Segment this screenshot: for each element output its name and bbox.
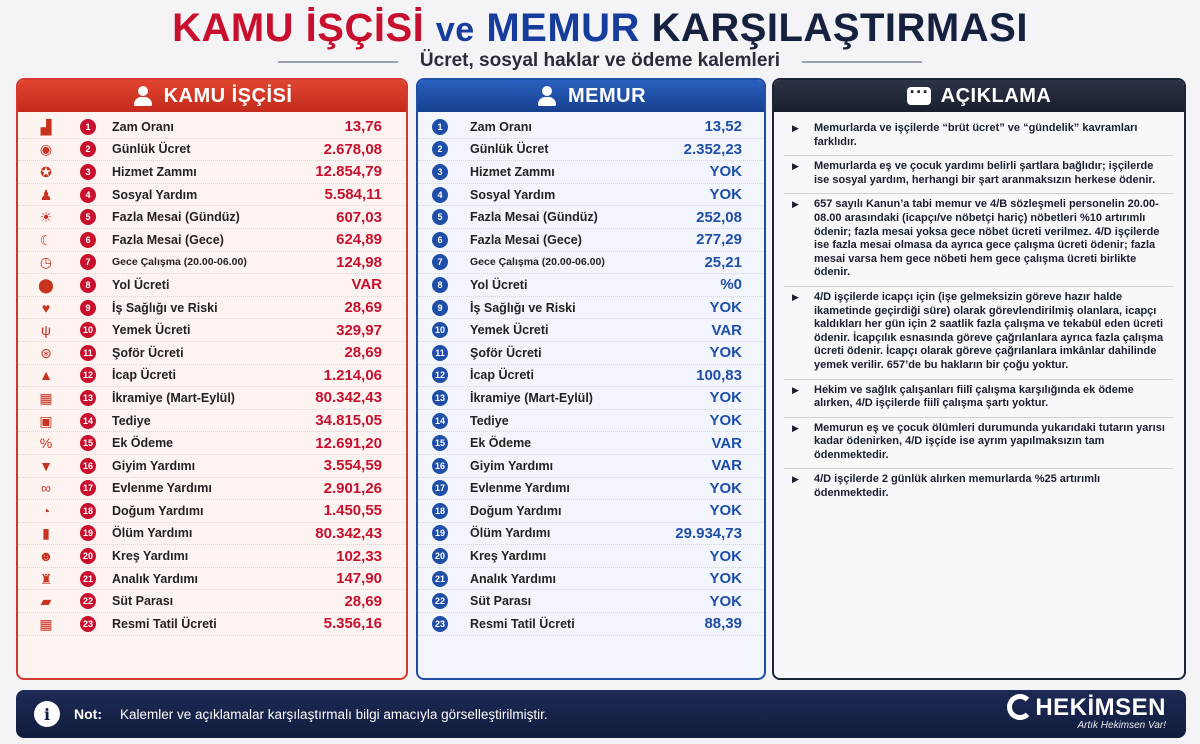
row-label: İcap Ücreti	[112, 368, 176, 383]
table-row	[418, 500, 764, 523]
bottle-icon: ▰	[40, 593, 52, 610]
table-row	[18, 252, 406, 275]
row-value: 3.554,59	[323, 457, 382, 475]
row-value: YOK	[709, 592, 742, 610]
table-row	[18, 342, 406, 365]
table-row	[18, 387, 406, 410]
table-row	[18, 116, 406, 139]
row-number: 2	[432, 141, 448, 157]
row-value: YOK	[709, 299, 742, 317]
row-number: 18	[80, 503, 96, 519]
row-value: 277,29	[696, 231, 742, 249]
aciklama-item: ▶ Memurun eş ve çocuk ölümleri durumunda yukarıdaki tutarın yarısı kadar ödenirken, 4/D işçide ise ayrım yapılmaksızın tam ödenmektedir.	[784, 418, 1174, 470]
subtitle-wrap	[0, 50, 1200, 72]
row-label: Yol Ücreti	[470, 277, 528, 292]
row-number: 23	[432, 616, 448, 632]
row-value: YOK	[709, 547, 742, 565]
row-label: Fazla Mesai (Gündüz)	[470, 210, 598, 225]
row-value: YOK	[709, 344, 742, 362]
table-row	[18, 500, 406, 523]
table-row	[18, 229, 406, 252]
row-value: 34.815,05	[315, 412, 382, 430]
moon-icon: ☾	[39, 231, 53, 248]
row-value: YOK	[709, 502, 742, 520]
row-value: YOK	[709, 412, 742, 430]
row-number: 12	[432, 367, 448, 383]
row-value: 13,52	[704, 118, 742, 136]
title-memur: MEMUR	[486, 6, 640, 50]
row-label: Fazla Mesai (Gece)	[112, 232, 224, 247]
table-row	[18, 590, 406, 613]
badge-icon: ✪	[40, 163, 52, 180]
title-karsilastirma: KARŞILAŞTIRMASI	[651, 6, 1028, 50]
row-number: 5	[432, 209, 448, 225]
row-value: 5.356,16	[323, 615, 382, 633]
row-value: YOK	[709, 389, 742, 407]
row-value: 329,97	[336, 321, 382, 339]
row-label: Analık Yardımı	[112, 571, 198, 586]
row-number: 2	[80, 141, 96, 157]
table-row	[18, 523, 406, 546]
row-value: YOK	[709, 570, 742, 588]
row-label: Evlenme Yardımı	[112, 481, 212, 496]
row-value: 88,39	[704, 615, 742, 633]
row-number: 10	[432, 322, 448, 338]
note-text: Kalemler ve açıklamalar karşılaştırmalı bilgi amacıyla görselleştirilmiştir.	[120, 706, 548, 722]
table-row	[418, 297, 764, 320]
row-label: Yemek Ücreti	[470, 323, 549, 338]
row-number: 14	[80, 413, 96, 429]
row-label: İcap Ücreti	[470, 368, 534, 383]
memur-header	[418, 80, 764, 112]
table-row	[418, 252, 764, 275]
row-label: İş Sağlığı ve Riski	[470, 300, 576, 315]
table-row	[418, 478, 764, 501]
row-number: 22	[80, 593, 96, 609]
family-icon: ♟	[39, 186, 53, 203]
table-row	[18, 432, 406, 455]
sun-icon: ☀	[39, 209, 53, 226]
row-label: Hizmet Zammı	[470, 164, 555, 179]
table-row	[418, 613, 764, 636]
table-row	[18, 184, 406, 207]
row-number: 3	[80, 164, 96, 180]
cutlery-icon: ψ	[41, 322, 51, 339]
row-number: 19	[432, 525, 448, 541]
aciklama-item: ▶ Hekim ve sağlık çalışanları fiilî çalışma karşılığında ek ödeme alırken, 4/D işçilerde fiilî çalışma şartı yoktur.	[784, 380, 1174, 418]
shirt-icon: ▼	[39, 457, 53, 474]
row-label: Ek Ödeme	[470, 436, 532, 451]
memur-header-label: MEMUR	[567, 84, 647, 107]
steering-icon: ⊛	[40, 344, 52, 361]
table-row	[418, 229, 764, 252]
row-label: Süt Parası	[470, 594, 532, 609]
row-value: 607,03	[336, 208, 382, 226]
table-row	[18, 319, 406, 342]
row-value: 13,76	[344, 118, 382, 136]
row-value: 80.342,43	[315, 524, 382, 542]
table-row	[418, 590, 764, 613]
row-number: 20	[432, 548, 448, 564]
person-icon	[132, 85, 154, 107]
row-value: 5.584,11	[324, 186, 382, 204]
child-icon: ☻	[38, 548, 54, 565]
row-value: 2.678,08	[323, 140, 382, 158]
row-label: Doğum Yardımı	[112, 503, 204, 518]
table-row	[418, 365, 764, 388]
row-number: 11	[80, 345, 96, 361]
clock-icon: ◷	[39, 254, 53, 271]
table-row	[418, 139, 764, 162]
row-number: 21	[80, 571, 96, 587]
row-value: VAR	[351, 276, 382, 294]
aciklama-header-label: AÇIKLAMA	[940, 84, 1052, 107]
row-number: 11	[432, 345, 448, 361]
aciklama-panel	[772, 78, 1186, 680]
brand-tagline: Artık Hekimsen Var!	[1077, 720, 1166, 731]
table-row	[418, 161, 764, 184]
row-number: 1	[432, 119, 448, 135]
info-icon: i	[34, 701, 60, 727]
aciklama-item: ▶ Memurlarda eş ve çocuk yardımı belirli şartlara bağlıdır; işçilerde ise sosyal yardım, herhangi bir şart aranmaksızın herkese ödenir.	[784, 156, 1174, 194]
row-number: 1	[80, 119, 96, 135]
table-row	[18, 365, 406, 388]
title-kamu: KAMU İŞÇİSİ	[172, 6, 425, 50]
bell-icon: ▲	[39, 367, 53, 384]
row-value: 25,21	[704, 253, 742, 271]
row-number: 17	[80, 480, 96, 496]
table-row	[418, 342, 764, 365]
row-value: 12.691,20	[315, 434, 382, 452]
row-value: %0	[720, 276, 742, 294]
row-label: Sosyal Yardım	[470, 187, 556, 202]
row-value: 624,89	[336, 231, 382, 249]
aciklama-header	[774, 80, 1184, 112]
kamu-panel	[16, 78, 408, 680]
row-label: Yol Ücreti	[112, 277, 170, 292]
table-row	[18, 613, 406, 636]
table-row	[418, 206, 764, 229]
row-number: 16	[432, 458, 448, 474]
table-row	[18, 455, 406, 478]
heart-icon: ♥	[41, 299, 51, 316]
calendar-icon: ▦	[39, 615, 53, 632]
row-label: Analık Yardımı	[470, 571, 556, 586]
row-label: Fazla Mesai (Gece)	[470, 232, 582, 247]
row-label: Günlük Ücret	[470, 142, 549, 157]
percent-icon: %	[39, 435, 53, 452]
table-row	[418, 116, 764, 139]
row-number: 12	[80, 367, 96, 383]
aciklama-item: ▶ 4/D işçilerde 2 günlük alırken memurlarda %25 artırımlı ödenmektedir.	[784, 469, 1174, 506]
row-value: 28,69	[344, 592, 382, 610]
aciklama-item: ▶ 657 sayılı Kanun’a tabi memur ve 4/B sözleşmeli personelin 20.00-08.00 arasındaki (icapçı/ve nöbetçi hariç) nöbetleri %10 artırımlı ödenir; fazla mesai yoksa gece nöbet ücreti verilmez. 4/D işçilerde ise fazla mesai olmasa da ayrıca gece çalışma ücreti ödenir; fazla mesai varsa hem gece nöbeti hem gece çalışma ücreti birlikte ödenir.	[784, 194, 1174, 287]
row-number: 5	[80, 209, 96, 225]
row-number: 17	[432, 480, 448, 496]
row-number: 15	[80, 435, 96, 451]
row-number: 7	[80, 254, 96, 270]
row-label: Giyim Yardımı	[470, 458, 554, 473]
row-label: Süt Parası	[112, 594, 174, 609]
gift-icon: ▣	[39, 412, 53, 429]
row-value: 102,33	[336, 547, 382, 565]
table-row	[418, 274, 764, 297]
row-label: İkramiye (Mart-Eylül)	[470, 390, 593, 405]
row-label: İş Sağlığı ve Riski	[112, 300, 218, 315]
row-number: 23	[80, 616, 96, 632]
location-icon: ⬤	[38, 276, 54, 293]
row-label: İkramiye (Mart-Eylül)	[112, 390, 235, 405]
row-label: Zam Oranı	[112, 119, 174, 134]
calendar-money-icon: ▦	[39, 389, 53, 406]
row-number: 16	[80, 458, 96, 474]
row-value: 124,98	[336, 253, 382, 271]
row-value: YOK	[709, 163, 742, 181]
memur-panel	[416, 78, 766, 680]
row-label: Gece Çalışma (20.00-06.00)	[112, 256, 247, 269]
row-number: 3	[432, 164, 448, 180]
row-label: Günlük Ücret	[112, 142, 191, 157]
row-label: Yemek Ücreti	[112, 323, 191, 338]
row-label: Kreş Yardımı	[112, 549, 189, 564]
row-number: 6	[80, 232, 96, 248]
table-row	[418, 319, 764, 342]
table-row	[418, 432, 764, 455]
table-row	[418, 184, 764, 207]
mother-icon: ♜	[39, 570, 53, 587]
row-label: Sosyal Yardım	[112, 187, 198, 202]
row-value: 147,90	[336, 570, 382, 588]
table-row	[18, 410, 406, 433]
row-label: Tediye	[470, 413, 509, 428]
row-label: Doğum Yardımı	[470, 503, 562, 518]
row-label: Gece Çalışma (20.00-06.00)	[470, 256, 605, 269]
row-number: 10	[80, 322, 96, 338]
row-label: Giyim Yardımı	[112, 458, 196, 473]
row-number: 4	[80, 187, 96, 203]
row-number: 22	[432, 593, 448, 609]
chat-bubble-icon	[907, 87, 931, 105]
footer-bar	[16, 690, 1186, 738]
table-row	[18, 161, 406, 184]
aciklama-list	[774, 112, 1184, 507]
row-number: 9	[80, 300, 96, 316]
memur-rows	[418, 112, 764, 636]
table-row	[418, 568, 764, 591]
row-number: 13	[432, 390, 448, 406]
crescent-icon	[1007, 694, 1033, 720]
row-label: Resmi Tatil Ücreti	[112, 616, 217, 631]
row-value: 100,83	[696, 366, 742, 384]
aciklama-item: ▶ Memurlarda ve işçilerde “brüt ücret” ve “gündelik” kavramları farklıdır.	[784, 118, 1174, 156]
row-label: Evlenme Yardımı	[470, 481, 570, 496]
grave-icon: ▮	[42, 525, 50, 542]
stroller-icon: ◔	[41, 502, 51, 519]
table-row	[18, 274, 406, 297]
row-number: 8	[80, 277, 96, 293]
row-label: Ölüm Yardımı	[112, 526, 193, 541]
row-value: 2.901,26	[323, 479, 382, 497]
table-row	[18, 478, 406, 501]
table-row	[18, 568, 406, 591]
table-row	[418, 523, 764, 546]
row-value: 12.854,79	[315, 163, 382, 181]
row-label: Tediye	[112, 413, 151, 428]
row-value: VAR	[711, 434, 742, 452]
row-value: 252,08	[696, 208, 742, 226]
table-row	[418, 387, 764, 410]
table-row	[418, 455, 764, 478]
page-subtitle: Ücret, sosyal haklar ve ödeme kalemleri	[398, 50, 802, 72]
row-number: 8	[432, 277, 448, 293]
row-label: Zam Oranı	[470, 119, 532, 134]
row-label: Fazla Mesai (Gündüz)	[112, 210, 240, 225]
row-value: 28,69	[344, 299, 382, 317]
table-row	[18, 297, 406, 320]
row-number: 18	[432, 503, 448, 519]
person-icon	[536, 85, 558, 107]
row-value: VAR	[711, 457, 742, 475]
row-label: Ek Ödeme	[112, 436, 174, 451]
row-number: 19	[80, 525, 96, 541]
aciklama-item: ▶ 4/D işçilerde icapçı için (işe gelmeksizin göreve hazır halde ikametinde geçirdiği süre) olarak görevlendirilmiş olanlara, icapçı kaldıkları her gün için 2 saatlik fazla çalışma ve tekabül eden ücreti ödenir. İcapçılık esnasında göreve çağrılanlara ayrıca fazla çalışma ücreti ödenir. İcapçı olarak göreve çağrılanlara imkânlar dahilinde yemek verilir. 657’de bu hakların bir çoğu yoktur.	[784, 287, 1174, 380]
row-label: Resmi Tatil Ücreti	[470, 616, 575, 631]
row-number: 13	[80, 390, 96, 406]
row-label: Şoför Ücreti	[112, 345, 184, 360]
page-title	[0, 4, 1200, 54]
row-label: Hizmet Zammı	[112, 164, 197, 179]
title-ve: ve	[435, 11, 475, 49]
brand-text: HEKİMSEN	[1035, 694, 1166, 721]
coins-icon: ◉	[39, 141, 53, 158]
row-number: 14	[432, 413, 448, 429]
row-value: 29.934,73	[675, 524, 742, 542]
kamu-header-label: KAMU İŞÇİSİ	[163, 84, 293, 107]
table-row	[418, 410, 764, 433]
row-value: 1.450,55	[323, 502, 382, 520]
table-row	[418, 545, 764, 568]
row-number: 7	[432, 254, 448, 270]
row-value: 1.214,06	[323, 366, 382, 384]
row-number: 9	[432, 300, 448, 316]
row-label: Kreş Yardımı	[470, 549, 547, 564]
row-value: YOK	[709, 479, 742, 497]
brand-logo	[1007, 694, 1166, 731]
row-number: 4	[432, 187, 448, 203]
rings-icon: ∞	[41, 480, 51, 497]
row-label: Ölüm Yardımı	[470, 526, 551, 541]
table-row	[18, 545, 406, 568]
row-value: 80.342,43	[315, 389, 382, 407]
note-label: Not:	[74, 706, 102, 722]
row-value: 2.352,23	[683, 140, 742, 158]
kamu-rows	[18, 112, 406, 636]
row-number: 20	[80, 548, 96, 564]
row-number: 6	[432, 232, 448, 248]
row-number: 15	[432, 435, 448, 451]
row-value: VAR	[711, 321, 742, 339]
row-label: Şoför Ücreti	[470, 345, 542, 360]
row-value: 28,69	[344, 344, 382, 362]
chart-icon: ▟	[40, 118, 52, 135]
kamu-header	[18, 80, 406, 112]
table-row	[18, 206, 406, 229]
row-number: 21	[432, 571, 448, 587]
brand-name	[1007, 694, 1166, 722]
row-value: YOK	[709, 186, 742, 204]
table-row	[18, 139, 406, 162]
